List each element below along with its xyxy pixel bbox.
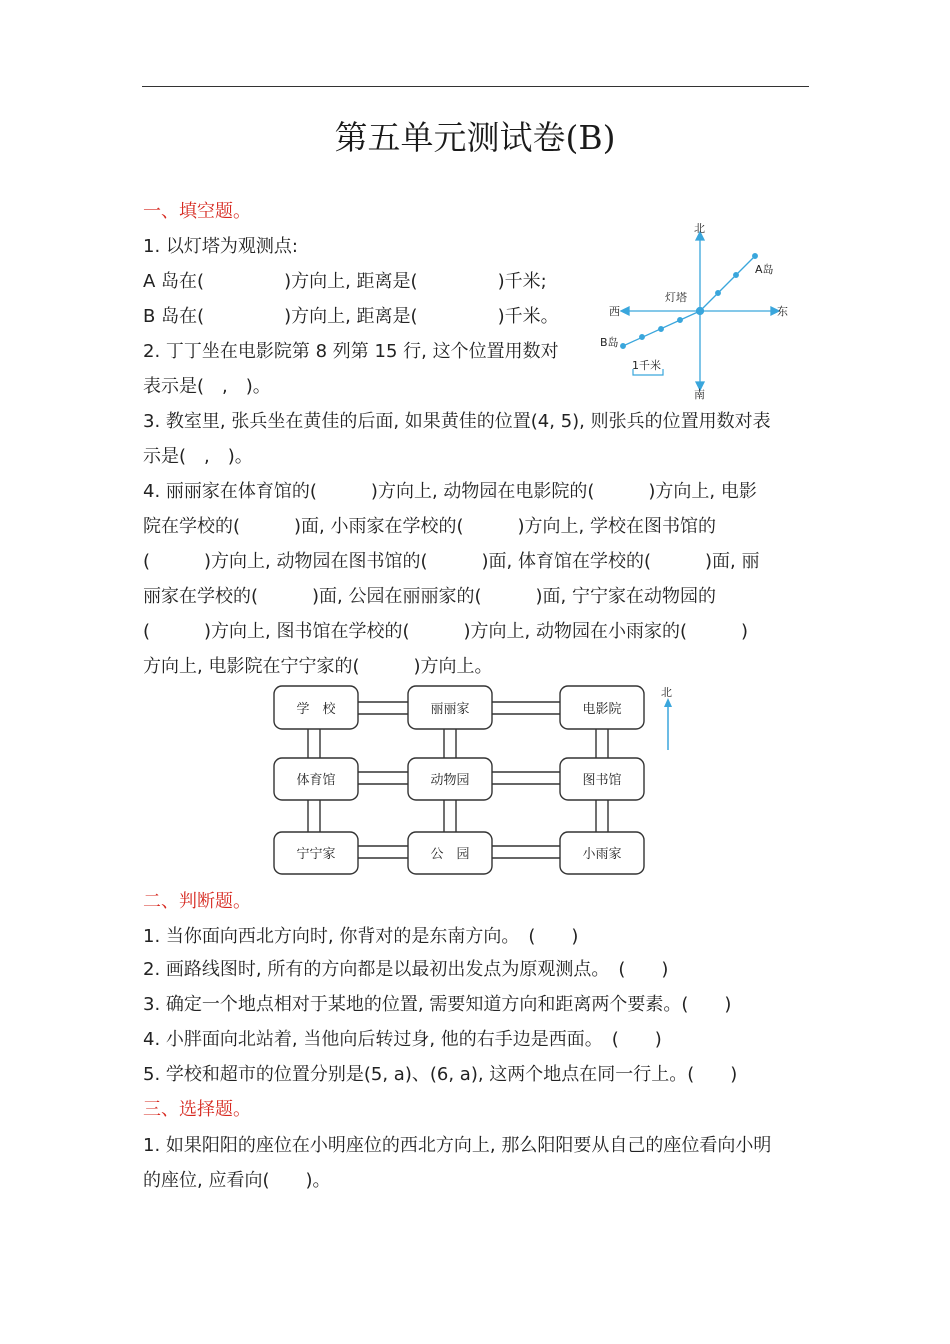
judge-item-4: 4. 小胖面向北站着, 当他向后转过身, 他的右手边是西面。 ( ) (143, 1029, 662, 1050)
place-label: 体育馆 (296, 773, 336, 788)
q1-a-pre: A 岛在( (143, 271, 205, 292)
map-north-label: 北 (661, 686, 672, 699)
scale-label: 1千米 (632, 359, 661, 372)
island-b-point (621, 344, 626, 349)
judge-item-5: 5. 学校和超市的位置分别是(5, a)、(6, a), 这两个地点在同一行上。( ) (143, 1064, 738, 1085)
q1-a-end: )千米; (497, 271, 547, 292)
q1-island-a (143, 270, 547, 294)
section-fill-heading: 一、填空题。 (143, 201, 251, 222)
choice-q1-line1: 1. 如果阳阳的座位在小明座位的西北方向上, 那么阳阳要从自己的座位看向小明 (143, 1135, 772, 1156)
place-label: 丽丽家 (430, 702, 470, 717)
east-label: 东 (777, 305, 788, 318)
island-b-label: B岛 (600, 336, 619, 349)
place-label: 电影院 (582, 702, 622, 717)
place-label: 学 校 (296, 702, 336, 717)
island-a-label: A岛 (755, 263, 774, 276)
map-north-arrow-icon (664, 698, 672, 707)
judge-item-1: 1. 当你面向西北方向时, 你背对的是东南方向。 ( ) (143, 926, 579, 947)
west-arrow-icon (621, 307, 629, 315)
q3-line2: 示是( , )。 (143, 446, 253, 467)
place-label: 宁宁家 (296, 847, 336, 862)
q4-line2: 院在学校的( )面, 小雨家在学校的( )方向上, 学校在图书馆的 (143, 516, 716, 537)
compass-figure (595, 218, 795, 400)
line-to-island-a (700, 256, 755, 311)
judge-item-3: 3. 确定一个地点相对于某地的位置, 需要知道方向和距离两个要素。( ) (143, 994, 732, 1015)
tick-b2 (659, 327, 664, 332)
q4-line6: 方向上, 电影院在宁宁家的( )方向上。 (143, 656, 493, 677)
q3-line1: 3. 教室里, 张兵坐在黄佳的后面, 如果黄佳的位置(4, 5), 则张兵的位置用数对表 (143, 411, 771, 432)
judge-item-2: 2. 画路线图时, 所有的方向都是以最初出发点为原观测点。 ( ) (143, 959, 669, 980)
west-label: 西 (609, 305, 620, 318)
q4-line1: 4. 丽丽家在体育馆的( )方向上, 动物园在电影院的( )方向上, 电影 (143, 481, 757, 502)
lighthouse-point (697, 308, 704, 315)
tick-a2 (734, 273, 739, 278)
lighthouse-label: 灯塔 (665, 291, 687, 304)
q2-line1: 2. 丁丁坐在电影院第 8 列第 15 行, 这个位置用数对 (143, 341, 559, 362)
tick-b3 (640, 335, 645, 340)
choice-q1-line2: 的座位, 应看向( )。 (143, 1170, 331, 1191)
map-figure (270, 680, 690, 880)
section-judge-heading: 二、判断题。 (143, 891, 251, 912)
q1-intro: 1. 以灯塔为观测点: (143, 236, 298, 257)
tick-a1 (716, 291, 721, 296)
place-label: 公 园 (430, 847, 470, 862)
place-label: 小雨家 (582, 847, 622, 862)
q4-line3: ( )方向上, 动物园在图书馆的( )面, 体育馆在学校的( )面, 丽 (143, 551, 760, 572)
place-label: 图书馆 (582, 773, 622, 788)
island-a-point (753, 254, 758, 259)
north-label: 北 (694, 222, 705, 235)
q1-b-mid: )方向上, 距离是( (284, 306, 418, 327)
q2-line2: 表示是( , )。 (143, 376, 271, 397)
page-title: 第五单元测试卷(B) (334, 118, 616, 157)
section-choice-heading: 三、选择题。 (143, 1099, 251, 1120)
tick-b1 (678, 318, 683, 323)
q4-line5: ( )方向上, 图书馆在学校的( )方向上, 动物园在小雨家的( ) (143, 621, 749, 642)
place-label: 动物园 (430, 773, 470, 788)
q1-island-b (143, 305, 559, 329)
south-label: 南 (694, 388, 705, 401)
q1-a-mid: )方向上, 距离是( (284, 271, 418, 292)
top-rule (142, 86, 809, 87)
q1-b-pre: B 岛在( (143, 306, 205, 327)
q1-b-end: )千米。 (497, 306, 559, 327)
q4-line4: 丽家在学校的( )面, 公园在丽丽家的( )面, 宁宁家在动物园的 (143, 586, 716, 607)
